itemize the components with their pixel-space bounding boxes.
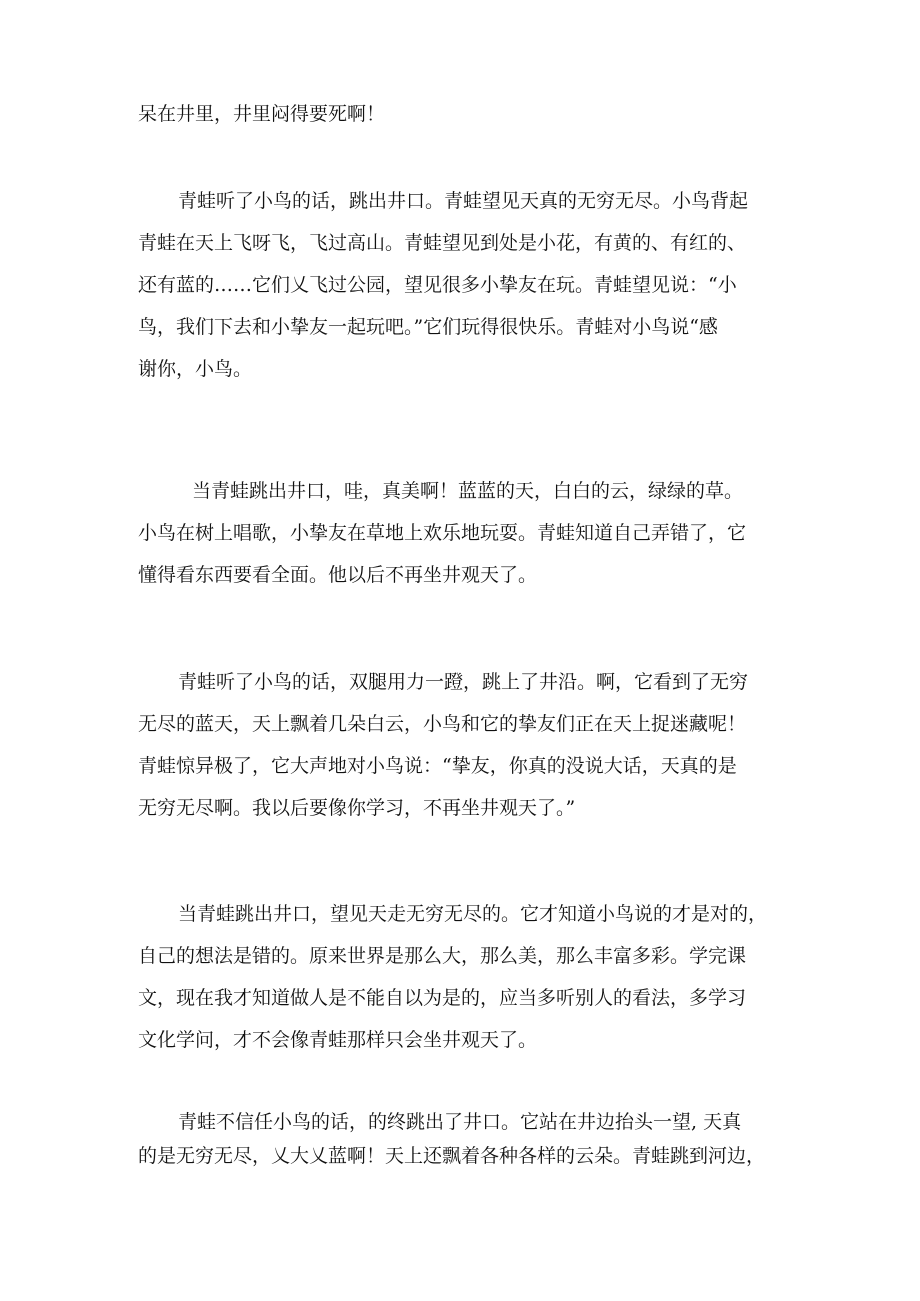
text-line: 的是无穷无尽，乂大乂蓝啊！天上还飘着各种各样的云朵。青蛙跳到河边， bbox=[138, 1145, 766, 1167]
text-line: 青蛙惊异极了，它大声地对小鸟说：“挚友，你真的没说大话，天真的是 bbox=[138, 755, 737, 777]
text-line: 无穷无尽啊。我以后要像你学习，不再坐井观天了。” bbox=[138, 797, 576, 819]
text-line: 懂得看东西要看全面。他以后不再坐井观天了。 bbox=[138, 564, 538, 586]
text-line: 文化学问，才不会像青蛙那样只会坐井观天了。 bbox=[138, 1029, 538, 1051]
text-line: 青蛙听了小鸟的话，双腿用力一蹬，跳上了井沿。啊，它看到了无穷 bbox=[178, 671, 749, 693]
text-line: 小鸟在树上唱歌，小挚友在草地上欢乐地玩耍。青蛙知道自己弄错了，它 bbox=[138, 522, 747, 544]
text-line: 呆在井里，井里闷得要死啊！ bbox=[138, 103, 386, 125]
text-line: 文，现在我才知道做人是不能自以为是的，应当多听别人的看法，多学习 bbox=[138, 987, 747, 1009]
text-line: 青蛙听了小鸟的话，跳出井口。青蛙望见天真的无穷无尽。小鸟背起 bbox=[178, 190, 749, 212]
text-line: 鸟，我们下去和小挚友一起玩吧。”它们玩得很快乐。青蛙对小鸟说“感 bbox=[138, 316, 718, 338]
paragraph-6 bbox=[138, 1105, 798, 1173]
text-line: 谢你，小鸟。 bbox=[138, 358, 253, 380]
text-line: 青蛙在天上飞呀飞，飞过高山。青蛙望见到处是小花，有黄的、有红的、 bbox=[138, 232, 747, 254]
paragraph-3 bbox=[138, 470, 798, 596]
paragraph-1 bbox=[138, 93, 798, 135]
text-line: 青蛙不信任小鸟的话，的终跳出了井口。它站在井边抬头一望, 天真 bbox=[178, 1111, 742, 1133]
paragraph-2 bbox=[138, 180, 798, 390]
paragraph-5 bbox=[138, 893, 798, 1061]
text-line: 自己的想法是错的。原来世界是那么大，那么美，那么丰富多彩。学完课 bbox=[138, 945, 747, 967]
paragraph-4 bbox=[138, 661, 798, 829]
text-line: 当青蛙跳出井口，望见天走无穷无尽的。它才知道小鸟说的才是对的， bbox=[178, 903, 768, 925]
text-line: 无尽的蓝天，天上飘着几朵白云，小鸟和它的挚友们正在天上捉迷藏呢！ bbox=[138, 713, 747, 735]
text-line: 当青蛙跳出井口，哇，真美啊！蓝蓝的天，白白的云，绿绿的草。 bbox=[192, 480, 744, 502]
text-line: 还有蓝的……它们乂飞过公园，望见很多小挚友在玩。青蛙望见说：“小 bbox=[138, 274, 737, 296]
